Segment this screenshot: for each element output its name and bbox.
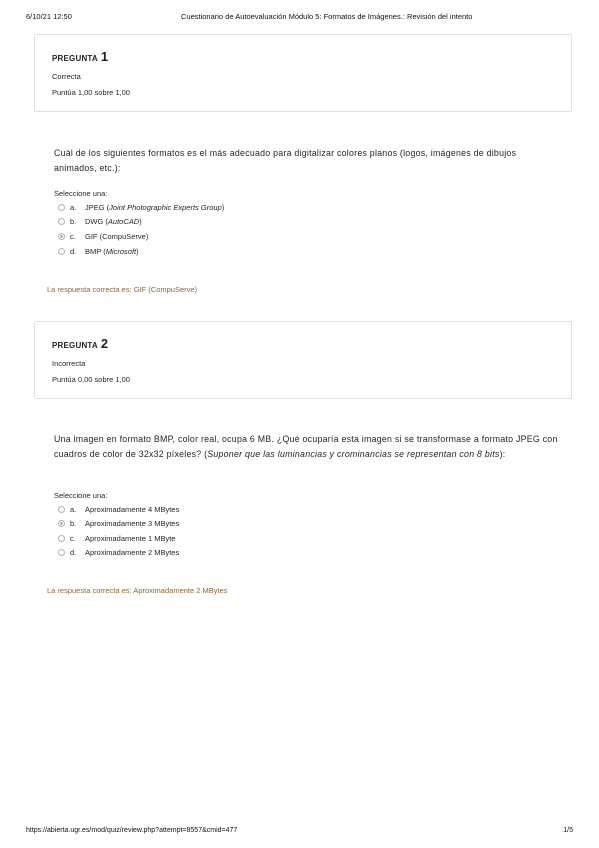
radio-button-selected[interactable] — [58, 520, 65, 527]
answer-option[interactable]: c. GIF (CompuServe) — [58, 230, 148, 242]
print-header — [26, 12, 571, 21]
answer-option[interactable]: a. JPEG (Joint Photographic Experts Group) — [58, 201, 224, 213]
answer-prompt: Seleccione una: — [54, 189, 108, 198]
question-info-box — [34, 34, 572, 112]
radio-button[interactable] — [58, 248, 65, 255]
answer-option[interactable]: b. DWG (AutoCAD) — [58, 215, 142, 227]
answer-label: Aproximadamente 3 MBytes — [85, 518, 180, 528]
question-text: Cuál de los siguientes formatos es el más adecuado para digitalizar colores planos (logos, imágenes de dibujos animados, etc.): — [54, 148, 517, 173]
radio-button[interactable] — [58, 218, 65, 225]
answer-option[interactable]: a. Aproximadamente 4 MBytes — [58, 503, 179, 515]
correct-answer-feedback: La respuesta correcta es: GIF (CompuServe) — [47, 285, 198, 294]
radio-button[interactable] — [58, 506, 65, 513]
radio-button[interactable] — [58, 549, 65, 556]
print-datetime: 6/10/21 12:50 — [26, 12, 72, 21]
answer-option[interactable]: c. Aproximadamente 1 MByte — [58, 532, 175, 544]
page-url: https://abierta.ugr.es/mod/quiz/review.php?attempt=8557&cmid=477 — [26, 827, 238, 834]
question-grade: Puntúa 1,00 sobre 1,00 — [52, 88, 130, 97]
question-number: 1 — [100, 49, 109, 64]
answer-label: Aproximadamente 2 MBytes — [85, 547, 180, 557]
print-title: Cuestionario de Autoevaluación Módulo 5: Formatos de Imágenes.: Revisión del intento — [181, 12, 473, 21]
answer-option[interactable]: b. Aproximadamente 3 MBytes — [58, 517, 179, 529]
answer-label: BMP (Microsoft) — [85, 246, 139, 256]
question-state: Incorrecta — [52, 359, 86, 368]
print-footer — [26, 827, 573, 834]
question-number: 2 — [100, 336, 109, 351]
question-info-box — [34, 321, 572, 399]
page-number: 1/5 — [563, 827, 573, 834]
answer-option[interactable]: d. Aproximadamente 2 MBytes — [58, 546, 179, 558]
answer-prompt: Seleccione una: — [54, 491, 108, 500]
answer-label: Aproximadamente 1 MByte — [85, 533, 176, 543]
answer-option[interactable]: d. BMP (Microsoft) — [58, 245, 139, 257]
answer-label: GIF (CompuServe) — [85, 231, 149, 241]
question-text: Una imagen en formato BMP, color real, ocupa 6 MB. ¿Qué ocuparía esta imagen si se transformase a formato JPEG con cuadros de color de 32x32 píxeles? (Suponer que las luminancias y crominancias se representan con 8 bits): — [54, 434, 558, 459]
question-label: PREGUNTA 2 — [52, 336, 109, 351]
correct-answer-feedback: La respuesta correcta es: Aproximadamente 2 MBytes — [47, 586, 228, 595]
radio-button[interactable] — [58, 204, 65, 211]
answer-label: JPEG (Joint Photographic Experts Group) — [85, 202, 225, 212]
answer-label: Aproximadamente 4 MBytes — [85, 504, 180, 514]
answer-label: DWG (AutoCAD) — [85, 216, 142, 226]
question-state: Correcta — [52, 72, 81, 81]
radio-button-selected[interactable] — [58, 233, 65, 240]
question-grade: Puntúa 0,00 sobre 1,00 — [52, 375, 130, 384]
radio-button[interactable] — [58, 535, 65, 542]
question-label: PREGUNTA 1 — [52, 49, 109, 64]
